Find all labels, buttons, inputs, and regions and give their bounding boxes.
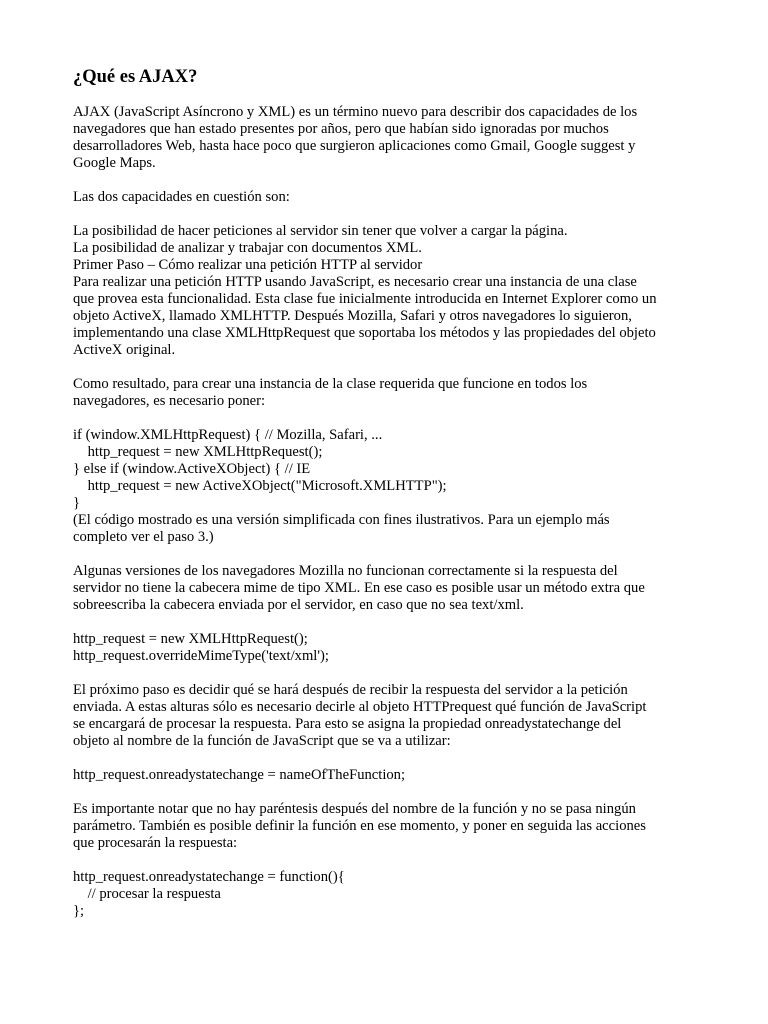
text-line: Algunas versiones de los navegadores Mozilla no funcionan correctamente si la respuesta del <box>73 563 618 579</box>
paragraph-intro <box>73 104 713 172</box>
text-line: objeto ActiveX, llamado XMLHTTP. Después Mozilla, Safari y otros navegadores lo siguieron, <box>73 308 632 324</box>
code-line: http_request.overrideMimeType('text/xml'); <box>73 648 329 664</box>
text-line: que procesarán la respuesta: <box>73 835 238 851</box>
text-line: Como resultado, para crear una instancia de la clase requerida que funcione en todos los <box>73 376 588 392</box>
text-line: implementando una clase XMLHttpRequest que soportaba los métodos y las propiedades del objeto <box>73 325 656 341</box>
text-line: La posibilidad de hacer peticiones al servidor sin tener que volver a cargar la página. <box>73 223 568 239</box>
code-line: http_request = new ActiveXObject("Microsoft.XMLHTTP"); <box>73 478 447 494</box>
text-line: (El código mostrado es una versión simplificada con fines ilustrativos. Para un ejemplo más <box>73 512 610 528</box>
text-line: navegadores que han estado presentes por años, pero que habían sido ignoradas por muchos <box>73 121 609 137</box>
text-line: Para realizar una petición HTTP usando JavaScript, es necesario crear una instancia de una clase <box>73 274 637 290</box>
document-page <box>73 66 713 937</box>
text-line: que provea esta funcionalidad. Esta clase fue inicialmente introducida en Internet Explorer como un <box>73 291 657 307</box>
text-line: La posibilidad de analizar y trabajar con documentos XML. <box>73 240 422 256</box>
text-line: Primer Paso – Cómo realizar una petición HTTP al servidor <box>73 257 423 273</box>
text-line: navegadores, es necesario poner: <box>73 393 266 409</box>
text-line: desarrolladores Web, hasta hace poco que surgieron aplicaciones como Gmail, Google suggest y <box>73 138 636 154</box>
text-line: completo ver el paso 3.) <box>73 529 214 545</box>
text-line: objeto al nombre de la función de JavaScript que se va a utilizar: <box>73 733 451 749</box>
paragraph-mozilla-mime <box>73 563 713 614</box>
code-line: http_request = new XMLHttpRequest(); <box>73 444 323 460</box>
text-line: ActiveX original. <box>73 342 176 358</box>
text-line: El próximo paso es decidir qué se hará después de recibir la respuesta del servidor a la petición <box>73 682 628 698</box>
paragraph-parentheses-note <box>73 801 713 852</box>
text-line: sobreescriba la cabecera enviada por el servidor, en caso que no sea text/xml. <box>73 597 524 613</box>
code-line: }; <box>73 903 85 919</box>
text-line: AJAX (JavaScript Asíncrono y XML) es un término nuevo para describir dos capacidades de los <box>73 104 638 120</box>
code-line: http_request = new XMLHttpRequest(); <box>73 631 308 647</box>
paragraph-next-step <box>73 682 713 750</box>
paragraph-capabilities <box>73 189 713 206</box>
text-line: parámetro. También es posible definir la función en ese momento, y poner en seguida las acciones <box>73 818 646 834</box>
text-line: se encargará de procesar la respuesta. Para esto se asigna la propiedad onreadystatechange del <box>73 716 622 732</box>
code-block-handler <box>73 767 713 784</box>
code-line: if (window.XMLHttpRequest) { // Mozilla, Safari, ... <box>73 427 383 443</box>
code-line: http_request.onreadystatechange = nameOfTheFunction; <box>73 767 406 783</box>
page-title: ¿Qué es AJAX? <box>73 67 198 87</box>
text-line: Las dos capacidades en cuestión son: <box>73 189 290 205</box>
text-line: Google Maps. <box>73 155 156 171</box>
text-line: enviada. A estas alturas sólo es necesario decirle al objeto HTTPrequest qué función de JavaScript <box>73 699 647 715</box>
code-line: http_request.onreadystatechange = function(){ <box>73 869 345 885</box>
text-line: Es importante notar que no hay paréntesis después del nombre de la función y no se pasa ningún <box>73 801 636 817</box>
code-block-instance <box>73 427 713 546</box>
code-line: } <box>73 495 81 511</box>
code-line: // procesar la respuesta <box>73 886 221 902</box>
code-block-mime <box>73 631 713 665</box>
paragraph-first-step <box>73 223 713 359</box>
code-line: } else if (window.ActiveXObject) { // IE <box>73 461 311 477</box>
paragraph-result <box>73 376 713 410</box>
text-line: servidor no tiene la cabecera mime de tipo XML. En ese caso es posible usar un método extra que <box>73 580 645 596</box>
code-block-function <box>73 869 713 920</box>
